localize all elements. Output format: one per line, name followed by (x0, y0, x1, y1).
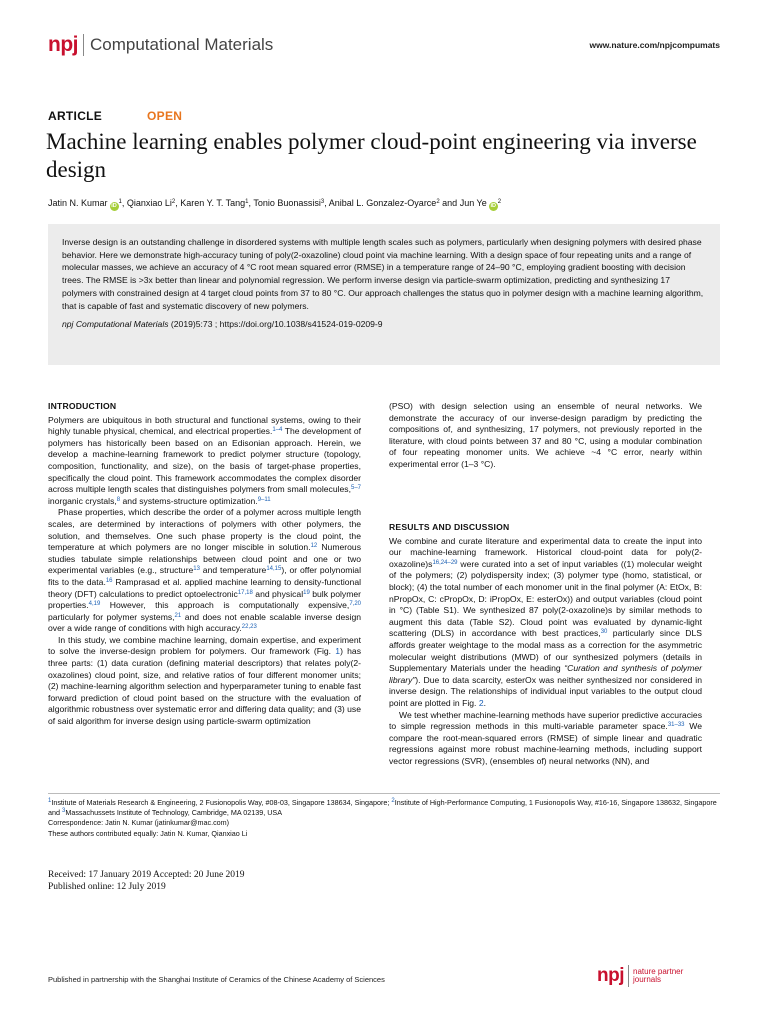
author-list: Jatin N. Kumar $iD^1$, Qianxiao Li$^2$, Karen Y. T. Tang$^1$, Tonio Buonassisi$^3$, Anibal L. Gonzalez-Oyarce$^2$ and Jun Ye $iD^2$ (48, 198, 502, 209)
citation-journal: npj Computational Materials (62, 319, 169, 330)
reference-superscript[interactable]: 9–11 (257, 496, 271, 503)
figure-link[interactable]: 1 (335, 646, 341, 657)
affiliation-superscript: 1 (118, 199, 122, 205)
partner-text-line1: nature partner (633, 966, 684, 976)
author-name: Jatin N. Kumar (48, 198, 108, 208)
reference-superscript[interactable]: 2 (391, 798, 395, 804)
reference-superscript[interactable]: 19 (303, 589, 310, 596)
reference-superscript[interactable]: 21 (174, 612, 182, 619)
affiliation-superscript: 2 (497, 199, 502, 205)
reference-superscript[interactable]: 17,18 (237, 589, 253, 596)
intro-paragraph-2: Phase properties, which describe the order of a polymer across multiple length scales, are determined by interactions of polymers with other polymers, the solution, and themselves. One such phase property is the cloud point, the temperature at which polymers are no longer miscible in solution.$^{12}$ Numerous studies tabulate simple relationships between cloud point and one or two experimental variables (e.g., structure$^{13}$ and temperature$^{14,15}$), or offer polynomial fits to the data.$^{16}$ Ramprasad et al. applied machine learning to density-functional theory (DFT) calculations to predict optoelectronic$^{17,18}$ and physical$^{19}$ bulk polymer properties.$^{4,19}$ However, this approach is computationally expensive,$^{7,20}$ particularly for polymer systems,$^{21}$ and does not enable scalable inverse design over a wide range of conditions with high accuracy.$^{22,23}$ (48, 507, 362, 634)
correspondence-line: Correspondence: Jatin N. Kumar (jatinkumar@mac.com) (48, 818, 230, 828)
intro-heading: INTRODUCTION (48, 401, 117, 411)
right-column-top (389, 401, 702, 471)
reference-superscript[interactable]: 4,19 (88, 601, 101, 608)
affiliation-superscript: 3 (320, 199, 325, 205)
journal-url-link[interactable]: www.nature.com/npjcompumats (589, 40, 720, 50)
left-column (48, 401, 361, 728)
reference-superscript[interactable]: 1–4 (272, 427, 283, 434)
reference-superscript[interactable]: 16,24–29 (432, 559, 458, 566)
reference-superscript[interactable]: 12 (310, 543, 318, 550)
npj-logo-mark: npj (48, 33, 78, 56)
reference-superscript[interactable]: 5–7 (350, 485, 361, 492)
reference-superscript[interactable]: 13 (193, 566, 200, 573)
affiliations-block (48, 798, 728, 839)
italic-text: “Curation and synthesis of polymer library” (389, 663, 702, 685)
footer-logo-divider (628, 965, 629, 987)
affiliations-text: $^1$Institute of Materials Research & Engineering, 2 Fusionopolis Way, #08-03, Singapore 138634, Singapore; $^2$Institute of High-Performance Computing, 1 Fusionopolis Way, #16-16, Singapore 138632, Singapore and $^3$Massachussets Institute of Technology, Cambridge, MA 02139, USA (48, 798, 717, 818)
figure-link[interactable]: 2 (478, 697, 484, 708)
abstract-box (48, 224, 720, 365)
journal-logo[interactable] (48, 34, 273, 56)
publication-dates (48, 869, 245, 893)
reference-superscript[interactable]: 8 (116, 496, 121, 503)
article-title: Machine learning enables polymer cloud-point engineering via inverse design (46, 129, 697, 182)
reference-superscript[interactable]: 14,15 (266, 566, 282, 573)
citation-line[interactable] (62, 318, 706, 330)
reference-superscript[interactable]: 3 (62, 808, 66, 815)
intro-paragraph-3: In this study, we combine machine learning, domain expertise, and experiment to solve the inverse-design problem for polymers. Our framework (Fig. 1) has three parts: (1) data curation (defining material descriptors) that relates poly(2-oxazolines) cloud point, size, and relative ratios of four different monomer units; (2) machine-learning algorithm selection and hyperparameter tuning to enable fast forward prediction of cloud point based on the structure with the evaluation of algorithmic robustness over systematic error and differing data quality; and (3) use of said algorithm for inverse design using particle-swarm optimization (48, 634, 362, 727)
author-name: Anibal L. Gonzalez-Oyarce (328, 198, 437, 208)
author-name: Tonio Buonassisi (253, 198, 321, 208)
reference-superscript[interactable]: 7,20 (349, 601, 361, 608)
page-header (48, 34, 720, 58)
reference-superscript[interactable]: 22,23 (241, 624, 257, 631)
reference-superscript[interactable]: 30 (600, 629, 608, 636)
intro-paragraph-1: Polymers are ubiquitous in both structural and functional systems, owing to their highly tunable physical, chemical, and electrical properties.$^{1-4}$ The development of polymers has historically been based on an Edisonian approach. Herein, we develop a machine-learning framework to predict polymer structure (topology, composition, functionality, and size), on the basis of target-phase properties, specifically the cloud point. This framework accommodates the complex disorder across multiple length scales that distinguishes polymers from small molecules,$^{5-7}$ inorganic crystals,$^8$ and systems-structure optimization.$^{9-11}$ (48, 414, 361, 506)
intro-continuation: (PSO) with design selection using an ensemble of neural networks. We demonstrate the accuracy of our inverse-design paradigm by predicting the compositions of, and synthesizing, 17 polymers, not previously reported in the literature, with cloud points between 37 and 80 °C, using a modular combination of four repeating monomer units. We achieve ~4 °C error, nearly within experimental error (1–3 °C). (389, 401, 702, 469)
published-date: Published online: 12 July 2019 (48, 882, 166, 892)
results-heading: RESULTS AND DISCUSSION (389, 522, 510, 532)
reference-superscript[interactable]: 1 (48, 798, 52, 804)
open-access-label: OPEN (147, 109, 183, 123)
article-type-label: ARTICLE (48, 109, 103, 123)
affiliation-superscript: 2 (436, 199, 440, 205)
orcid-icon[interactable]: iD (490, 203, 496, 209)
reference-superscript[interactable]: 31–33 (667, 722, 685, 729)
author-name: Qianxiao Li (126, 198, 172, 208)
results-paragraph-2: We test whether machine-learning methods have superior predictive accuracies to simple regression methods in this multi-variable parameter space.$^{31-33}$ We compare the root-mean-squared errors (RMSE) of simple linear and quadratic regressions against more robust machine-learning methods, including support vector regressions (SVR), (ensembles of) neural networks (NN), and (389, 709, 702, 766)
author-name: Karen Y. T. Tang (180, 198, 246, 208)
received-accepted-dates: Received: 17 January 2019 Accepted: 20 June 2019 (48, 870, 245, 880)
citation-doi: (2019)5:73 ; https://doi.org/10.1038/s41524-019-0209-9 (168, 319, 383, 330)
nature-partner-journals-logo[interactable] (597, 965, 683, 987)
affiliation-superscript: 2 (171, 199, 176, 205)
partner-text-line2: journals (633, 975, 662, 984)
npj-footer-mark: npj (597, 965, 624, 986)
results-paragraph-1: We combine and curate literature and experimental data to create the input into our machine-learning framework. Historical cloud-point data for poly(2-oxazoline)s$^{16,24-29}$ were curated into a set of input variables ((1) molecular weight of the polymers; (2) polydispersity index; (3) polymer type (homo, statistical, or block); (4) the total number of each monomer unit in the final polymer (A: EtOx, B: nPropOx, C: cPropOx, D: iPropOx, E: esterOx)) and output variables (cloud point in °C) (Table S1). We synthesized 87 poly(2-oxazoline)s by similar methods to augment this data (Table S2). Cloud point was evaluated by dynamic-light scattering (DLS) in accordance with best practices,$^{30}$ particularly since DLS affords greater weightage to the modal mass as a correction for the asymmetric molecular weight distributions (MWD) of our synthesized polymers (details in Supplementary Materials under the heading “Curation and synthesis of polymer library”). Due to data scarcity, esterOx was neither synthesized nor considered in inverse design. The relationships of individual input variables to the output cloud point are plotted in Fig. 2. (389, 535, 702, 708)
author-name: Jun Ye (459, 198, 487, 208)
reference-superscript[interactable]: 16 (105, 577, 113, 584)
partner-text (633, 968, 683, 985)
partnership-note: Published in partnership with the Shanghai Institute of Ceramics of the Chinese Academy of Sciences (48, 975, 385, 984)
footnote-divider (48, 793, 720, 794)
right-column-results (389, 522, 702, 767)
abstract-text: Inverse design is an outstanding challenge in disordered systems with multiple length scales such as polymers, particularly when designing polymers with desired phase behavior. Here we demonstrate high-accuracy tuning of poly(2-oxazoline) cloud point via machine learning. With a design space of four repeating units and a range of molecular masses, we achieve an accuracy of 4 °C root mean squared error (RMSE) in a temperature range of 24–90 °C, employing gradient boosting with decision trees. The RMSE is >3x better than linear and polynomial regression. We perform inverse design via particle-swarm optimization, predicting and synthesizing 17 polymers with constrained design at 4 target cloud points from 37 to 80 °C. Our approach challenges the status quo in polymer design with a machine learning algorithm, that is capable of fast and systematic discovery of new polymers. (62, 237, 704, 311)
affiliation-superscript: 1 (245, 199, 249, 205)
logo-divider (83, 34, 84, 56)
orcid-icon[interactable]: iD (111, 203, 117, 209)
journal-name: Computational Materials (90, 35, 274, 54)
equal-contribution-note: These authors contributed equally: Jatin N. Kumar, Qianxiao Li (48, 828, 248, 838)
